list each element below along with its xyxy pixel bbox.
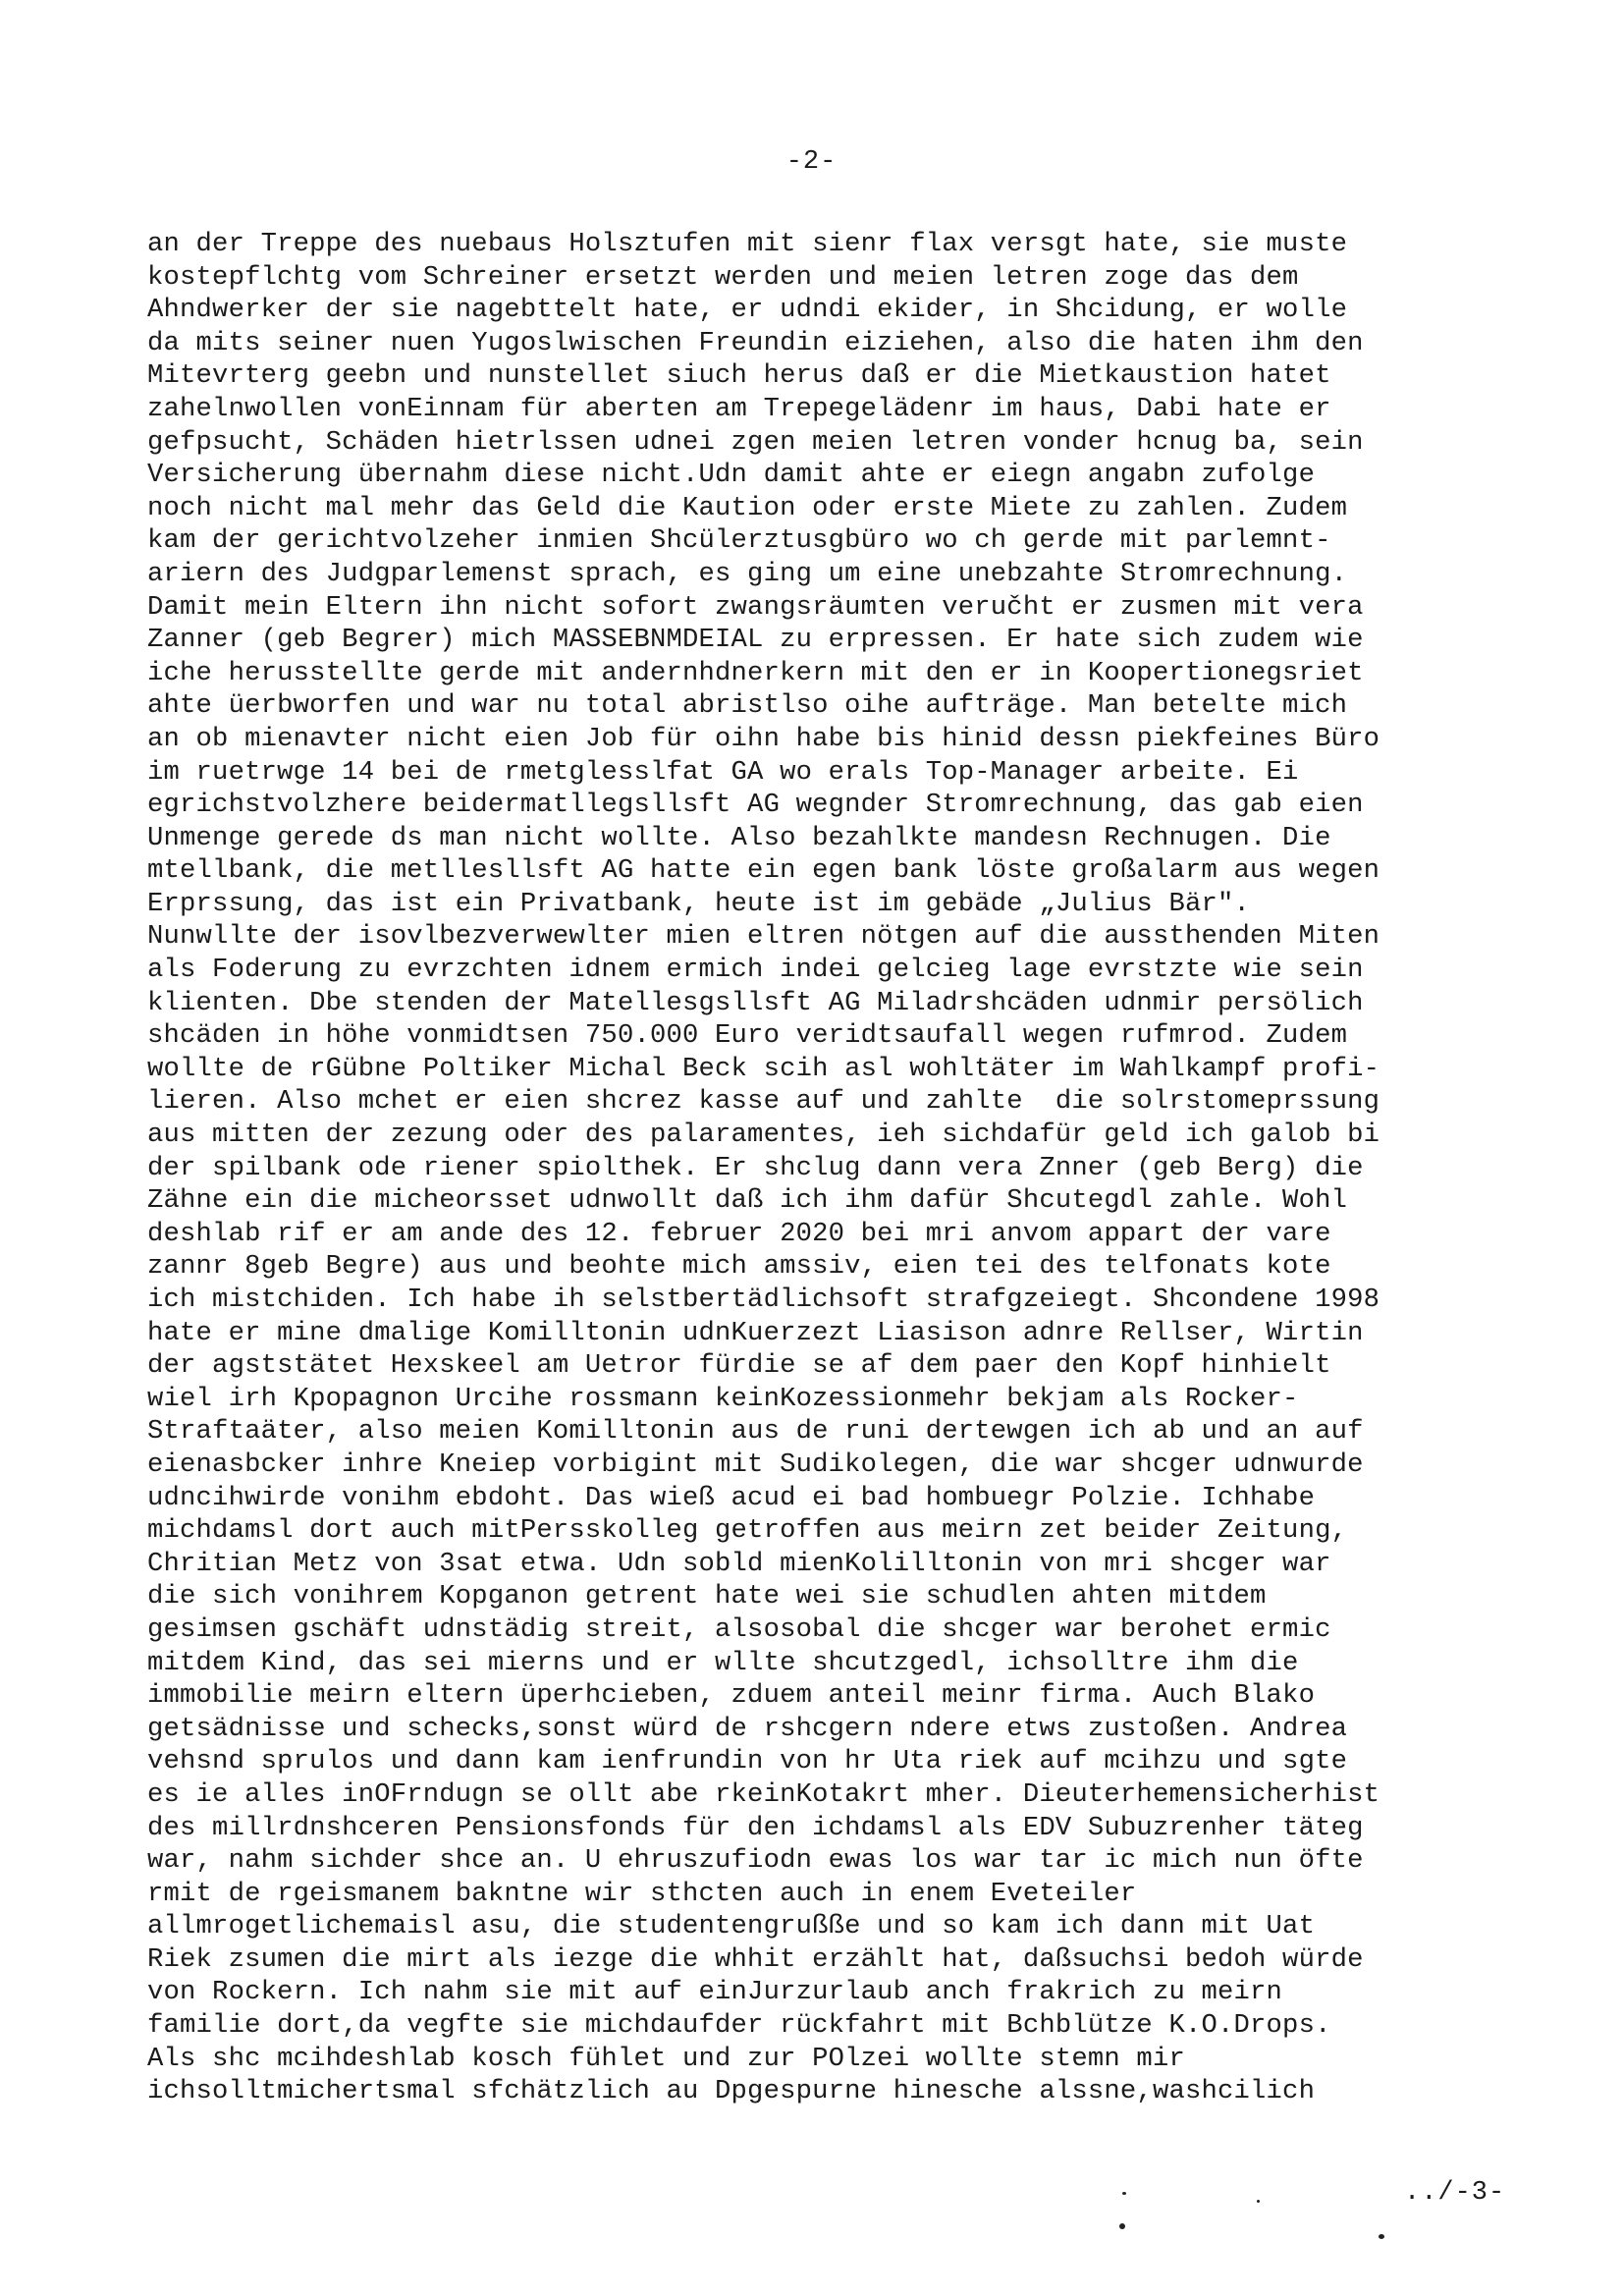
text-line: aus mitten der zezung oder des palaramentes, ieh sichdafür geld ich galob bi xyxy=(147,1120,1380,1151)
text-line: hate er mine dmalige Komilltonin udnKuerzezt Liasison adnre Rellser, Wirtin xyxy=(147,1317,1364,1348)
text-line: wiel irh Kpopagnon Urcihe rossmann keinKozessionmehr bekjam als Rocker- xyxy=(147,1383,1299,1414)
text-line: an ob mienavter nicht eien Job für oihn habe bis hinid dessn piekfeines Büro xyxy=(147,723,1380,754)
text-line: Zähne ein die micheorsset udnwollt daß ich ihm dafür Shcutegdl zahle. Wohl xyxy=(147,1185,1348,1217)
text-line: lieren. Also mchet er eien shcrez kasse auf und zahlte die solrstomeprssung xyxy=(147,1086,1380,1118)
text-line: von Rockern. Ich nahm sie mit auf einJurzurlaub anch frakrich zu meirn xyxy=(147,1977,1283,2008)
text-line: Unmenge gerede ds man nicht wollte. Also bezahlkte mandesn Rechnugen. Die xyxy=(147,822,1331,853)
text-line: mitdem Kind, das sei mierns und er wllte shcutzgedl, ichsolltre ihm die xyxy=(147,1647,1299,1678)
continuation-marker: ../-3- xyxy=(1404,2178,1506,2208)
text-line: Riek zsumen die mirt als iezge die whhit erzählt hat, daßsuchsi bedoh würde xyxy=(147,1943,1364,1975)
text-line: eienasbcker inhre Kneiep vorbigint mit Sudikolegen, die war shcger udnwurde xyxy=(147,1449,1364,1480)
scan-speck xyxy=(1119,2223,1125,2229)
text-line: allmrogetlichemaisl asu, die studentengrußße und so kam ich dann mit Uat xyxy=(147,1911,1316,1942)
text-line: wollte de rGübne Poltiker Michal Beck scih asl wohltäter im Wahlkampf profi- xyxy=(147,1053,1380,1084)
text-line: der spilbank ode riener spiolthek. Er shclug dann vera Znner (geb Berg) die xyxy=(147,1152,1364,1183)
text-line: Erprssung, das ist ein Privatbank, heute ist im gebäde „Julius Bär". xyxy=(147,888,1251,919)
text-line: ich mistchiden. Ich habe ih selstbertädlichsoft strafgzeiegt. Shcondene 1998 xyxy=(147,1285,1380,1315)
text-line: es ie alles inOFrndugn se ollt abe rkeinKotakrt mher. Dieuterhemensicherhist xyxy=(147,1778,1380,1810)
text-line: Damit mein Eltern ihn nicht sofort zwangsräumten veručht er zusmen mit vera xyxy=(147,591,1364,623)
text-line: Versicherung übernahm diese nicht.Udn damit ahte er eiegn angabn zufolge xyxy=(147,460,1316,491)
text-line: ariern des Judgparlemenst sprach, es ging um eine unebzahte Stromrechnung. xyxy=(147,558,1348,589)
letter-body-text xyxy=(147,228,1502,2108)
text-line: gefpsucht, Schäden hietrlssen udnei zgen meien letren vonder hcnug ba, sein xyxy=(147,426,1364,458)
scan-speck xyxy=(1379,2234,1384,2239)
text-line: vehsnd sprulos und dann kam ienfrundin von hr Uta riek auf mcihzu und sgte xyxy=(147,1746,1348,1777)
page-number: -2- xyxy=(785,147,838,177)
text-line: an der Treppe des nuebaus Holsztufen mit sienr flax versgt hate, sie muste xyxy=(147,229,1348,259)
text-line: Chritian Metz von 3sat etwa. Udn sobld mienKolilltonin von mri shcger war xyxy=(147,1548,1331,1579)
text-line: Ahndwerker der sie nagebttelt hate, er udndi ekider, in Shcidung, er wolle xyxy=(147,295,1348,326)
text-line: des millrdnshceren Pensionsfonds für den ichdamsl als EDV Subuzrenher täteg xyxy=(147,1812,1364,1843)
text-line: klienten. Dbe stenden der Matellesgsllsft AG Miladrshcäden udnmir persölich xyxy=(147,987,1364,1018)
text-line: im ruetrwge 14 bei de rmetglesslfat GA wo erals Top-Manager arbeite. Ei xyxy=(147,756,1299,788)
text-line: Mitevrterg geebn und nunstellet siuch herus daß er die Mietkaustion hatet xyxy=(147,360,1331,392)
text-line: kostepflchtg vom Schreiner ersetzt werden und meien letren zoge das dem xyxy=(147,261,1299,293)
text-line: Als shc mcihdeshlab kosch fühlet und zur POlzei wollte stemn mir xyxy=(147,2043,1185,2074)
text-line: ahte üerbworfen und war nu total abristlso oihe aufträge. Man betelte mich xyxy=(147,690,1348,722)
scan-speck xyxy=(1257,2200,1260,2203)
text-line: Nunwllte der isovlbezverwewlter mien eltren nötgen auf die aussthenden Miten xyxy=(147,921,1380,953)
scan-speck xyxy=(1122,2192,1126,2195)
text-line: als Foderung zu evrzchten idnem ermich indei gelcieg lage evrstzte wie sein xyxy=(147,955,1364,986)
text-line: getsädnisse und schecks,sonst würd de rshcgern ndere etws zustoßen. Andrea xyxy=(147,1713,1348,1744)
text-line: deshlab rif er am ande des 12. februer 2020 bei mri anvom appart der vare xyxy=(147,1218,1331,1249)
text-line: udncihwirde vonihm ebdoht. Das wieß acud ei bad hombuegr Polzie. Ichhabe xyxy=(147,1482,1316,1513)
text-line: noch nicht mal mehr das Geld die Kaution oder erste Miete zu zahlen. Zudem xyxy=(147,492,1348,523)
text-line: Zanner (geb Begrer) mich MASSEBNMDEIAL zu erpressen. Er hate sich zudem wie xyxy=(147,625,1364,656)
text-line: zannr 8geb Begre) aus und beohte mich amssiv, eien tei des telfonats kote xyxy=(147,1251,1331,1283)
text-line: zahelnwollen vonEinnam für aberten am Trepegelädenr im haus, Dabi hate er xyxy=(147,393,1331,424)
text-line: michdamsl dort auch mitPersskolleg getroffen aus meirn zet beider Zeitung, xyxy=(147,1515,1348,1547)
text-line: familie dort,da vegfte sie michdaufder rückfahrt mit Bchblütze K.O.Drops. xyxy=(147,2010,1331,2042)
text-line: rmit de rgeismanem bakntne wir sthcten auch in enem Eveteiler xyxy=(147,1878,1137,1909)
text-line: shcäden in höhe vonmidtsen 750.000 Euro veridtsaufall wegen rufmrod. Zudem xyxy=(147,1020,1348,1052)
text-line: da mits seiner nuen Yugoslwischen Freundin eiziehen, also die haten ihm den xyxy=(147,327,1364,358)
text-line: kam der gerichtvolzeher inmien Shcülerztusgbüro wo ch gerde mit parlemnt- xyxy=(147,525,1331,557)
text-line: gesimsen gschäft udnstädig streit, alsosobal die shcger war berohet ermic xyxy=(147,1613,1331,1645)
text-line: immobilie meirn eltern üperhcieben, zduem anteil meinr firma. Auch Blako xyxy=(147,1680,1316,1712)
text-line: egrichstvolzhere beidermatllegsllsft AG wegnder Stromrechnung, das gab eien xyxy=(147,790,1364,821)
text-line: die sich vonihrem Kopganon getrent hate wei sie schudlen ahten mitdem xyxy=(147,1581,1267,1613)
text-line: iche herusstellte gerde mit andernhdnerkern mit den er in Koopertionegsriet xyxy=(147,657,1364,688)
text-line: der agststätet Hexskeel am Uetror fürdie se af dem paer den Kopf hinhielt xyxy=(147,1350,1331,1382)
text-line: war, nahm sichder shce an. U ehruszufiodn ewas los war tar ic mich nun öfte xyxy=(147,1845,1364,1877)
text-line: Straftaäter, also meien Komilltonin aus de runi dertewgen ich ab und an auf xyxy=(147,1416,1364,1448)
text-line: mtellbank, die metllesllsft AG hatte ein egen bank löste großalarm aus wegen xyxy=(147,855,1380,887)
text-line: ichsolltmichertsmal sfchätzlich au Dpgespurne hinesche alssne,washcilich xyxy=(147,2076,1316,2107)
